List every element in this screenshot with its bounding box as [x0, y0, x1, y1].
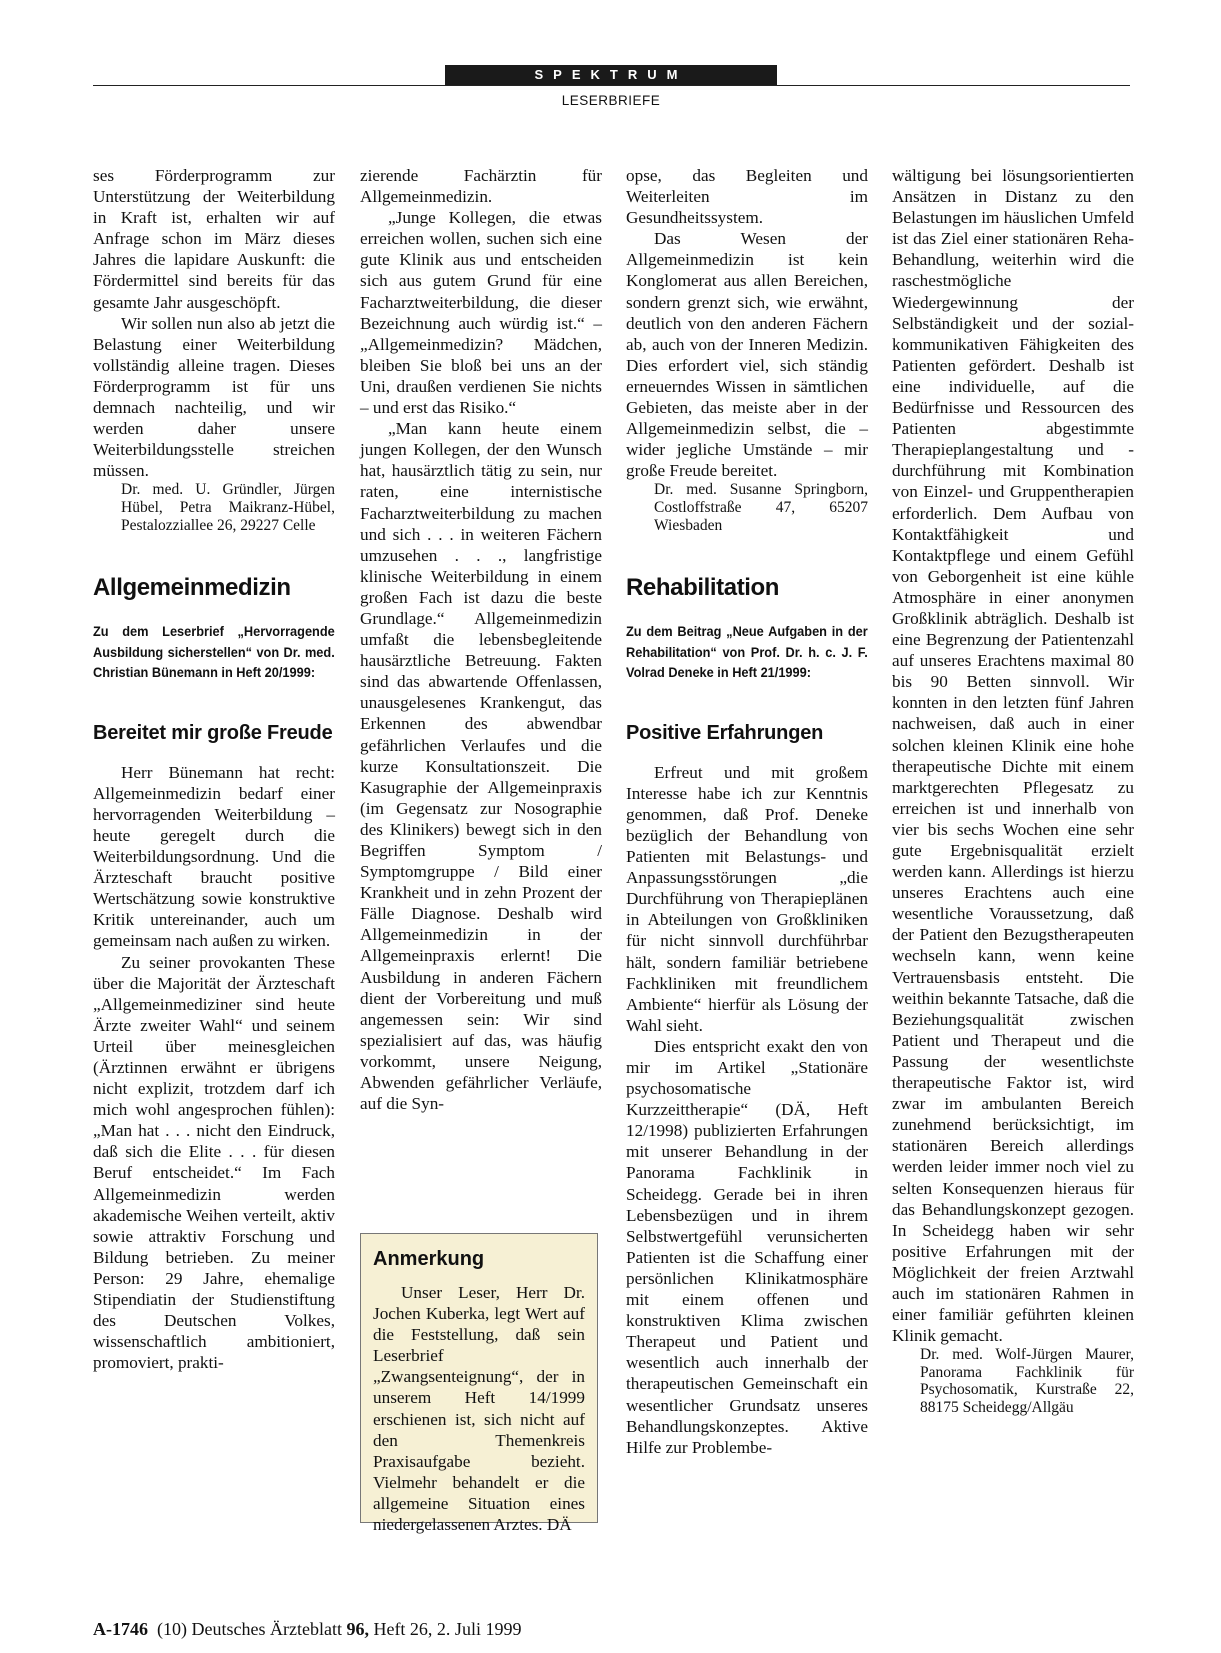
column-4	[892, 165, 1134, 1417]
letter-subheading: Positive Erfahrungen	[626, 721, 824, 744]
issue-date: Heft 26, 2. Juli 1999	[373, 1619, 522, 1639]
paragraph: ses Förderprogramm zur Unterstützung der Weiterbildung in Kraft ist, erhalten wir auf Anfrage schon im März dieses Jahres die lapidare Auskunft: die Fördermittel sind bereits für das gesamte Jahr ausgeschöpft.	[93, 166, 335, 312]
column-3	[626, 165, 868, 1458]
note-box	[360, 1233, 598, 1535]
journal-name: Deutsches Ärzteblatt	[191, 1619, 342, 1639]
section-heading-rehabilitation: Rehabilitation	[626, 574, 780, 602]
section-heading-allgemeinmedizin: Allgemeinmedizin	[93, 574, 291, 602]
paragraph: „Junge Kollegen, die etwas erreichen wollen, suchen sich eine gute Klinik aus und entscheiden sich aus gutem Grund für eine Facharztweiterbildung, die dieser Bezeichnung auch würdig ist.“ – „Allgemeinmedizin? Mädchen, bleiben Sie bloß bei uns an der Uni, draußen verdienen Sie nichts – und erst das Risiko.“	[360, 208, 602, 418]
note-box-text: Unser Leser, Herr Dr. Jochen Kuberka, legt Wert auf die Feststellung, daß sein Leserbrief „Zwangsenteignung“, der in unserem Heft 14/1999 erschienen ist, sich nicht auf den Themenkreis Praxisaufgabe bezieht. Vielmehr behandelt er die allgemeine Situation eines niedergelassenen Arztes. DÄ	[373, 1283, 585, 1535]
paragraph: Zu seiner provokanten These über die Majorität der Ärzteschaft „Allgemeinmediziner sind heute Ärzte zweiter Wahl“ und seinem Urteil über meinesgleichen (Ärztinnen erwähnt er übrigens nicht explizit, trotzdem darf ich mich wohl angesprochen fühlen): „Man hat . . . nicht den Eindruck, daß sich die Elite . . . für diesen Beruf entscheidet.“ Im Fach Allgemeinmedizin werden akademische Weihen verteilt, aktiv sowie attraktiv Forschung und Bildung betrieben. Zu meiner Person: 29 Jahre, ehemalige Stipendiatin der Studienstiftung des Deutschen Volkes, wissenschaftlich ambitioniert, promoviert, prakti-	[93, 952, 335, 1373]
paragraph: wältigung bei lösungsorientierten Ansätzen in Distanz zu den Belastungen im häuslichen Umfeld ist das Ziel einer stationären Reha-Behandlung, weiterhin wird die raschestmögliche Wiedergewinnung der Selbständigkeit und der sozial-kommunikativen Fähigkeiten des Patienten gefördert. Deshalb ist eine individuelle, auf die Bedürfnisse und Ressourcen des Patienten abgestimmte Therapieplangestaltung und -durchführung mit Kombination von Einzel- und Gruppentherapien erforderlich. Dem Aufbau von Kontaktfähigkeit und Kontaktpflege und einem Gefühl von Geborgenheit ist eine kühle Atmosphäre in einer anonymen Großklinik abträglich. Deshalb ist eine Begrenzung der Patientenzahl auf unseres Erachtens maximal 80 bis 90 Betten sinnvoll. Wir konnten in den letzten fünf Jahren nachweisen, daß auch in einer solchen kleinen Klinik eine hohe therapeutische Dichte mit einem marktgerechten Pflegesatz zu erreichen ist und innerhalb von vier bis sechs Wochen eine sehr gute Ergebnisqualität erzielt werden kann. Allerdings ist hierzu unseres Erachtens auch eine wesentliche Voraussetzung, daß der Patient den Bezugstherapeuten wechseln kann, wenn keine Vertrauensbasis entsteht. Die weithin bekannte Tatsache, daß die Beziehungsqualität zwischen Patient und Therapeut und die Passung der wesentlichste therapeutische Faktor ist, wird zwar im ambulanten Bereich zunehmend berücksichtigt, im stationären Bereich allerdings werden leider immer noch viel zu selten Konsequenzen hieraus für das Behandlungskonzept gezogen. In Scheidegg haben wir sehr positive Erfahrungen mit der Möglichkeit der freien Arztwahl auch im stationären Rahmen in einer familiär geführten kleinen Klinik gemacht.	[892, 166, 1135, 1346]
paragraph: Herr Bünemann hat recht: Allgemeinmedizin bedarf einer hervorragenden Weiterbildung – heute geregelt durch die Weiterbildungsordnung. Und die Ärzteschaft braucht positive Wertschätzung sowie konstruktive Kritik untereinander, auch um gemeinsam nach außen zu wirken.	[93, 762, 335, 951]
page-number: (10)	[157, 1619, 187, 1639]
letter-reference: Zu dem Leserbrief „Hervorragende Ausbildung sicherstellen“ von Dr. med. Christian Bünemann in Heft 20/1999:	[93, 624, 335, 682]
paragraph: Das Wesen der Allgemeinmedizin ist kein Konglomerat aus allen Bereichen, sondern grenzt sich, wie erwähnt, deutlich von den anderen Fächern ab, auch von der Inneren Medizin. Dies erfordert viel, sich ständig erneuerndes Wissen in sämtlichen Gebieten, das meiste aber in der Allgemeinmedizin selbst, die – wider jegliche Umstände – mir große Freude bereitet.	[626, 229, 868, 481]
paragraph: „Man kann heute einem jungen Kollegen, der den Wunsch hat, hausärztlich tätig zu sein, nur raten, eine internistische Facharztweiterbildung zu machen und sich . . . in weiteren Fächern umzusehen . . ., langfristige klinische Weiterbildung in einem großen Fach ist dazu die beste Grundlage.“ Allgemeinmedizin umfaßt die lebensbegleitende hausärztliche Betreuung. Fakten sind das abwartende Offenlassen, unausgelesenes Krankengut, das Erkennen des abwendbar gefährlichen Verlaufes und die kurze Konsultationszeit. Die Kasugraphie der Allgemeinpraxis (im Gegensatz zur Nosographie des Klinikers) bewegt sich in den Begriffen Symptom / Symptomgruppe / Bild einer Krankheit und in zehn Prozent der Fälle Diagnose. Deshalb wird Allgemeinmedizin in der Allgemeinpraxis erlernt! Die Ausbildung in anderen Fächern dient der Vorbereitung und muß angemessen sein: Wir sind spezialisiert auf das, was häufig vorkommt, unsere Neigung, Abwenden gefährlicher Verläufe, auf die Syn-	[360, 419, 602, 1114]
paragraph: Dies entspricht exakt den von mir im Artikel „Stationäre psychosomatische Kurzzeittherapie“ (DÄ, Heft 12/1998) publizierten Erfahrungen mit unserer Behandlung in der Panorama Fachklinik in Scheidegg. Gerade bei in ihren Lebensbezügen und in ihrem Selbstwertgefühl verunsicherten Patienten ist die Schaffung einer persönlichen Klinikatmosphäre mit einem offenen und konstruktiven Klima zwischen Therapeut und Patient und wesentlich auch innerhalb der therapeutischen Gemeinschaft ein wesentlicher Grundsatz unseres Behandlungskonzeptes. Aktive Hilfe zur Problembe-	[626, 1036, 868, 1457]
paragraph: Wir sollen nun also ab jetzt die Belastung einer Weiterbildung vollständig alleine tragen. Dieses Förderprogramm ist für uns demnach nachteilig, und wir werden daher unsere Weiterbildungsstelle streichen müssen.	[93, 313, 335, 481]
volume-number: 96,	[346, 1619, 369, 1639]
paragraph: Erfreut und mit großem Interesse habe ich zur Kenntnis genommen, daß Prof. Deneke bezüglich der Behandlung von Patienten mit Belastungs- und Anpassungsstörungen „die Durchführung von Therapieplänen in Abteilungen von Großkliniken für nicht sinnvoll durchführbar hält, sondern familiär betriebene Fachkliniken mit freundlichem Ambiente“ hierfür als Lösung der Wahl sieht.	[626, 762, 868, 1035]
paragraph: opse, das Begleiten und Weiterleiten im Gesundheitssystem.	[626, 166, 868, 228]
header-rule	[93, 85, 1130, 86]
column-2	[360, 165, 602, 1114]
subsection-title: LESERBRIEFE	[561, 93, 661, 108]
letter-signature: Dr. med. U. Gründler, Jürgen Hübel, Petra Maikranz-Hübel, Pestalozziallee 26, 29227 Celle	[121, 481, 335, 534]
page-reference: A-1746	[93, 1619, 148, 1639]
article-reference: Zu dem Beitrag „Neue Aufgaben in der Rehabilitation“ von Prof. Dr. h. c. J. F. Volrad Deneke in Heft 21/1999:	[626, 624, 868, 682]
column-1	[93, 165, 335, 1373]
note-box-title: Anmerkung	[373, 1248, 485, 1270]
paragraph: zierende Fachärztin für Allgemeinmedizin.	[360, 166, 602, 207]
letter-signature: Dr. med. Wolf-Jürgen Maurer, Panorama Fachklinik für Psychosomatik, Kurstraße 22, 88175 Scheidegg/Allgäu	[920, 1346, 1134, 1417]
section-title: SPEKTRUM	[534, 67, 688, 82]
page-footer	[93, 1619, 521, 1640]
letter-subheading: Bereitet mir große Freude	[93, 721, 333, 744]
section-header-bar	[445, 65, 777, 85]
letter-signature: Dr. med. Susanne Springborn, Costloffstraße 47, 65207 Wiesbaden	[654, 481, 868, 534]
